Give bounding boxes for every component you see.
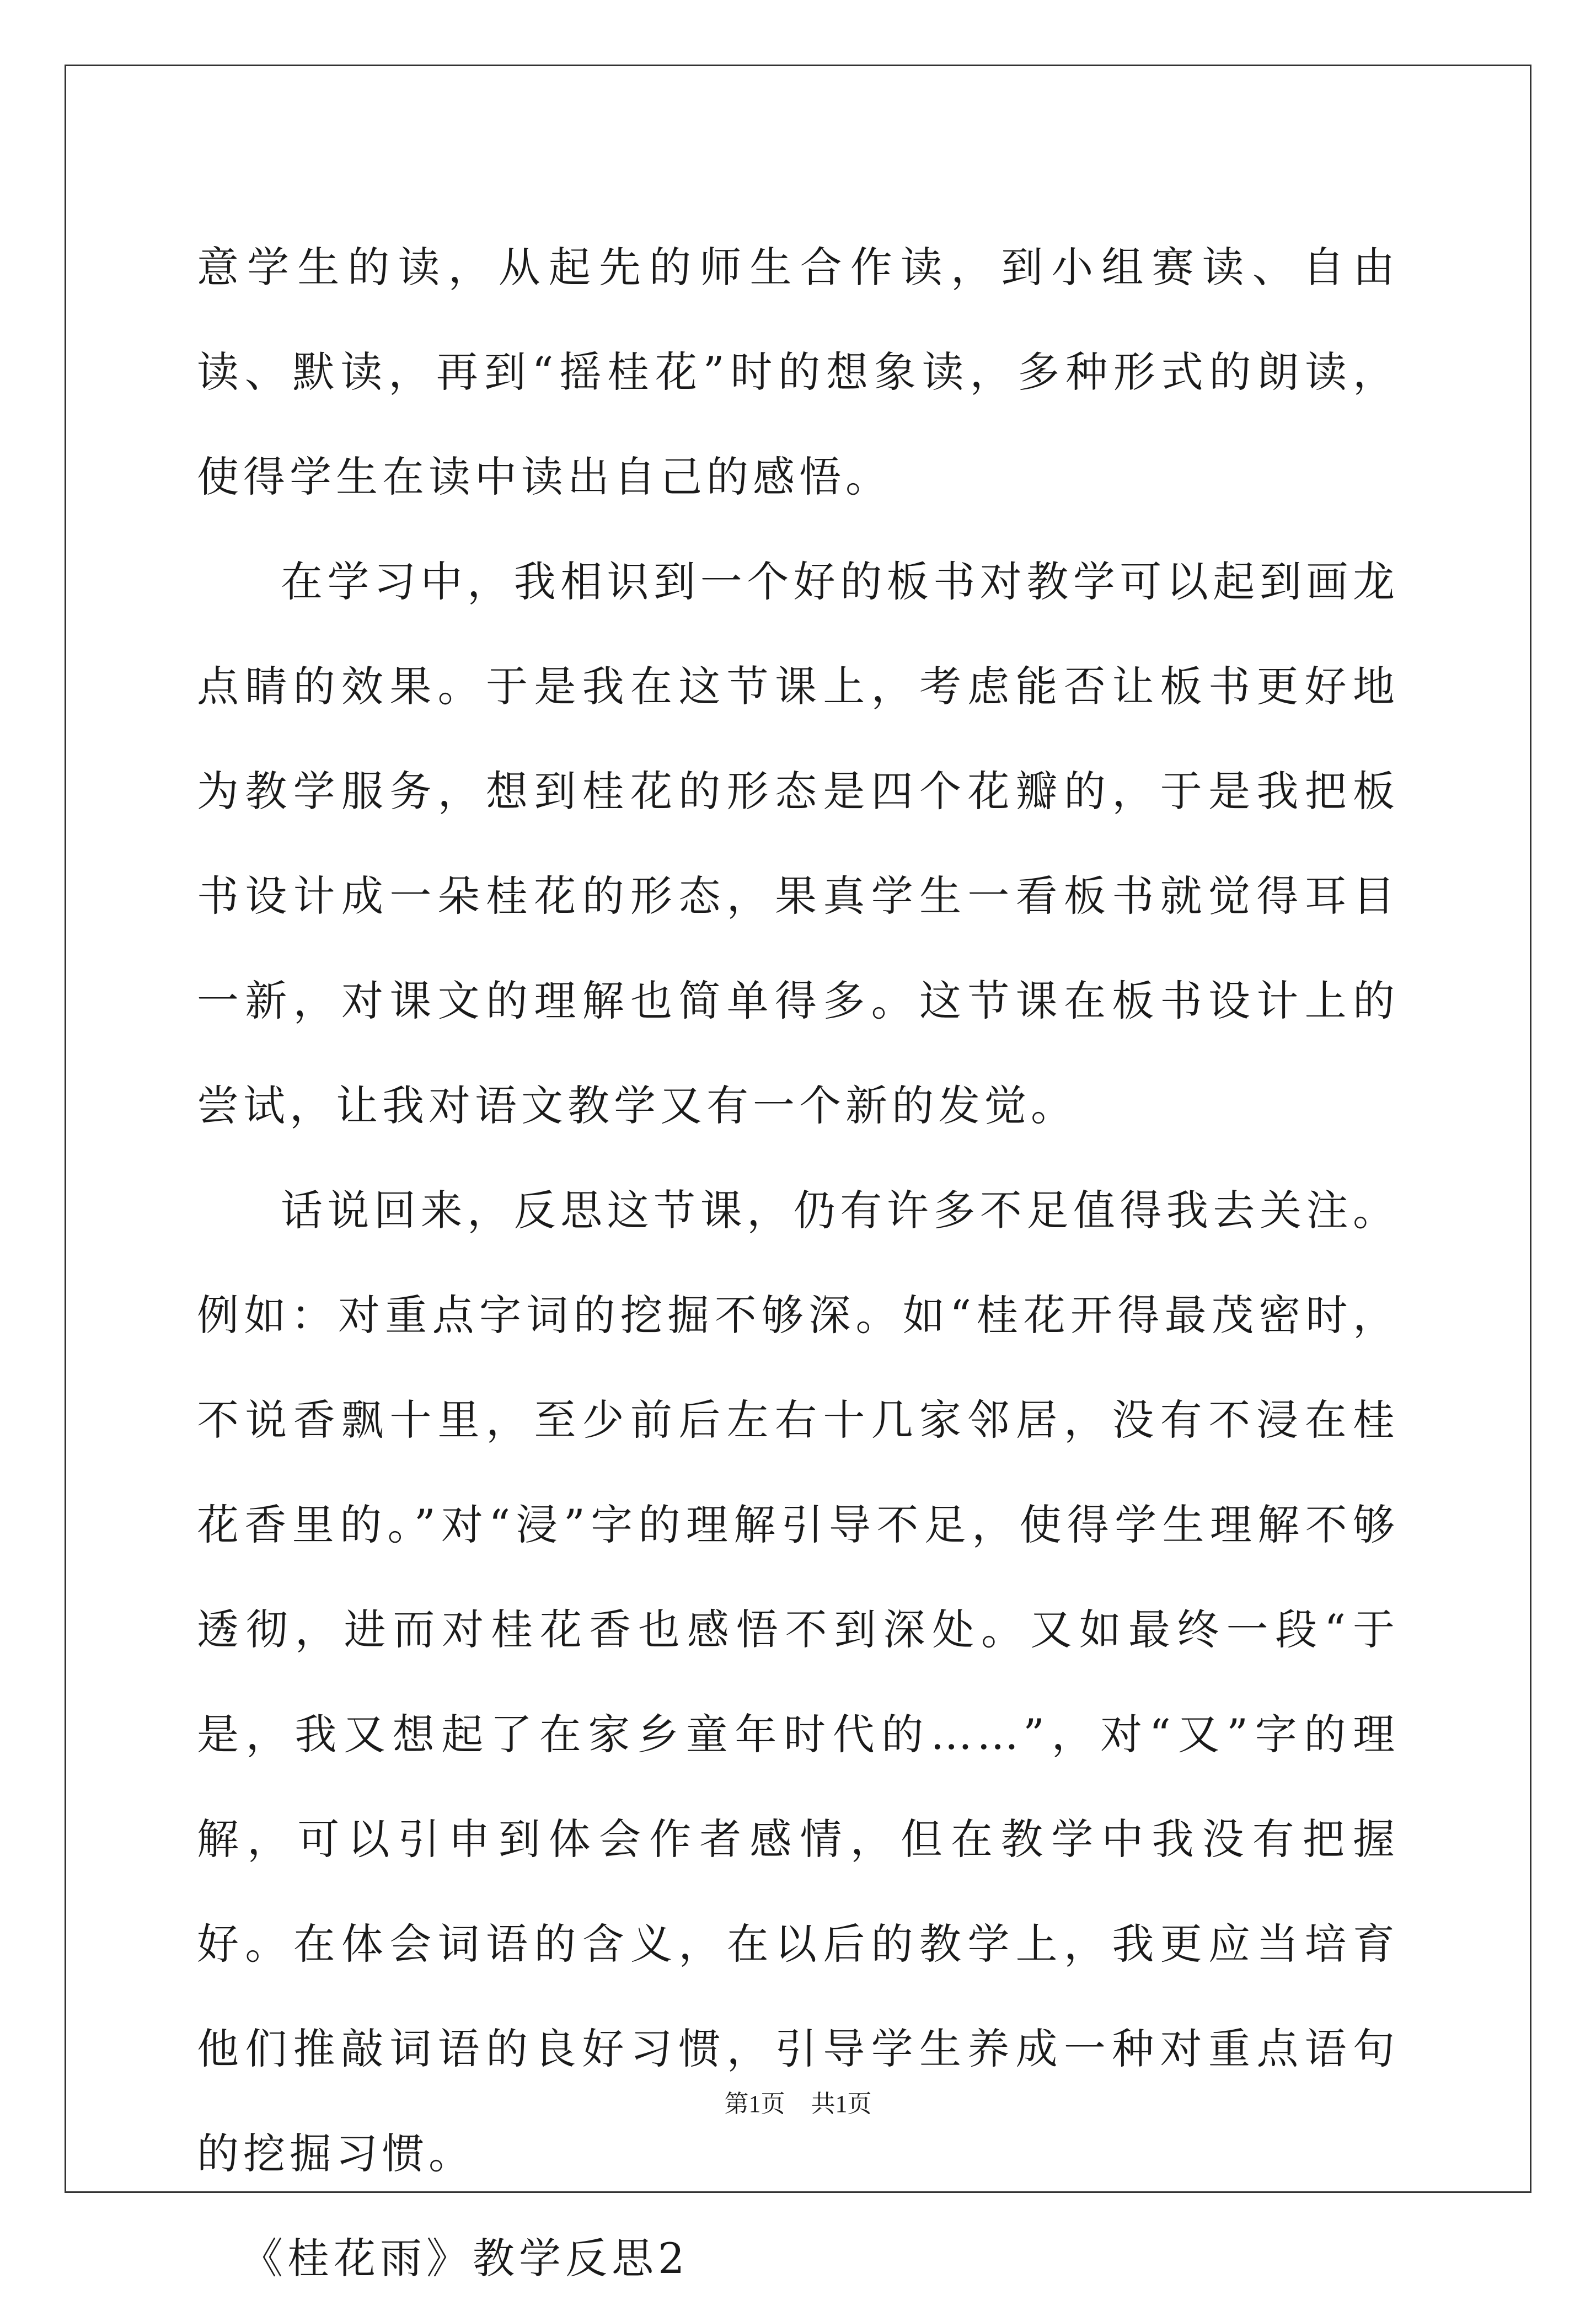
- page-number-total: 共1页: [811, 2090, 872, 2117]
- paragraph-continued: 意学生的读，从起先的师生合作读，到小组赛读、自由读、默读，再到“摇桂花”时的想象读，多种形式的朗读，使得学生在读中读出自己的感悟。: [197, 243, 1399, 501]
- document-body: [197, 215, 1399, 2311]
- paragraph-blackboard: 在学习中，我相识到一个好的板书对教学可以起到画龙点睛的效果。于是我在这节课上，考虑能否让板书更好地为教学服务，想到桂花的形态是四个花瓣的，于是我把板书设计成一朵桂花的形态，果真学生一看板书就觉得耳目一新，对课文的理解也简单得多。这节课在板书设计上的尝试，让我对语文教学又有一个新的发觉。: [197, 557, 1399, 1130]
- page-number-current: 第1页: [724, 2090, 785, 2117]
- page-footer: [0, 2084, 1596, 2119]
- section-title: 《桂花雨》教学反思2: [241, 2234, 689, 2283]
- paragraph-reflection: 话说回来，反思这节课，仍有许多不足值得我去关注。例如：对重点字词的挖掘不够深。如“桂花开得最茂密时，不说香飘十里，至少前后左右十几家邻居，没有不浸在桂花香里的。”对“浸”字的理解引导不足，使得学生理解不够透彻，进而对桂花香也感悟不到深处。又如最终一段“于是，我又想起了在家乡童年时代的……”，对“又”字的理解，可以引申到体会作者感情，但在教学中我没有把握好。在体会词语的含义，在以后的教学上，我更应当培育他们推敲词语的良好习惯，引导学生养成一种对重点语句的挖掘习惯。: [197, 1186, 1399, 2178]
